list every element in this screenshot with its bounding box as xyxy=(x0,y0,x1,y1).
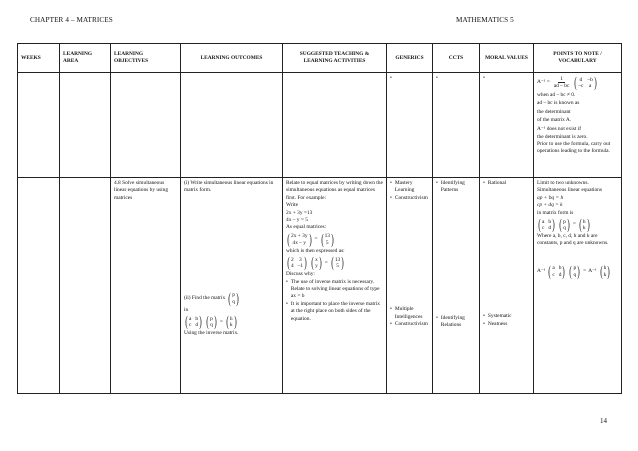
matrix-entry: d xyxy=(195,322,199,329)
fraction-numerator: 1 xyxy=(560,76,563,83)
matrix-entry: –1 xyxy=(297,263,304,270)
ccts-item: • Identifying Patterns xyxy=(436,180,465,194)
matrix-entry: –b xyxy=(587,76,593,83)
matrix-entry: 5 xyxy=(325,239,329,246)
matrix-entry: b xyxy=(195,315,199,322)
activity-text: Relate to equal matrices by writing down the simultaneous equations as equal matrices first. For example: xyxy=(286,180,383,201)
activity-bullet: • The use of inverse matrix is necessary. Relate to solving linear equations of type ax = b xyxy=(286,278,380,300)
note-line: the determinant is zero. xyxy=(537,134,588,141)
matrix-entry: d xyxy=(579,76,583,83)
note-line: Where a, b, c, d, h and k are constants, p and q are unknowns. xyxy=(537,233,609,247)
cell-generics xyxy=(387,178,433,394)
matrix-entry: h xyxy=(229,315,233,322)
fraction xyxy=(554,76,570,90)
col-weeks: WEEKS xyxy=(18,44,60,73)
cell-generics xyxy=(387,73,433,178)
matrix-entry: a xyxy=(189,315,192,322)
activity-text: As equal matrices: xyxy=(286,224,327,231)
outcome-2-text: (ii) Find the matrix xyxy=(184,295,226,302)
activity-text: Discuss why: xyxy=(286,271,315,278)
matrix-entry: k xyxy=(582,225,586,232)
cell-objectives xyxy=(111,73,181,178)
matrix-entry: a xyxy=(542,218,545,225)
col-learning-outcomes: LEARNING OUTCOMES xyxy=(181,44,283,73)
bullet: • xyxy=(390,75,392,81)
col-learning-objectives: LEARNING OBJECTIVES xyxy=(111,44,181,73)
matrix-entry: q xyxy=(573,271,577,278)
inverse-formula xyxy=(537,75,598,91)
activity-bullet: • It is important to place the inverse matrix at the right place on both sides of the equation. xyxy=(286,300,380,322)
outcome-2-equation: ( a b c d ) ( p q ) = ( h k ) xyxy=(185,314,237,331)
table-row-4-8 xyxy=(18,178,622,394)
inverse-lhs: A⁻¹ = xyxy=(537,79,550,86)
note-line: the determinant xyxy=(537,108,571,115)
inverse-symbol: A⁻¹ xyxy=(537,268,546,275)
equal-matrices: ( 2x + 3y 4x – y ) = ( 13 5 ) xyxy=(287,231,334,248)
col-activities: SUGGESTED TEACHING & LEARNING ACTIVITIES xyxy=(283,44,387,73)
matrix-entry: h xyxy=(603,265,607,272)
matrix-entry: 2 xyxy=(291,256,294,263)
header-row xyxy=(18,44,622,73)
matrix-entry: d xyxy=(558,271,562,278)
adjugate-matrix: ( d –b –c a ) xyxy=(574,75,597,91)
col-moral-values: MORAL VALUES xyxy=(480,44,534,73)
equation: 4x – y = 5 xyxy=(286,217,308,224)
activity-text: which is then expressed as: xyxy=(286,247,345,254)
moral-item: • Neatness xyxy=(483,320,508,327)
matrix-entry: y xyxy=(315,263,318,270)
matrix-entry: b xyxy=(558,265,562,272)
col-points-to-note: POINTS TO NOTE / VOCABULARY xyxy=(534,44,622,73)
moral-item: • Rational xyxy=(483,180,507,186)
fraction-denominator: ad – bc xyxy=(553,83,570,90)
matrix-entry: h xyxy=(582,218,586,225)
cell-notes xyxy=(534,73,622,178)
cell-weeks xyxy=(18,73,60,178)
inverse-symbol: A⁻¹ xyxy=(588,268,597,275)
cell-outcomes xyxy=(181,73,283,178)
matrix-entry: 2x + 3y xyxy=(291,233,308,240)
matrix-equation: ( 2 3 4 –1 ) ( x y ) = ( 13 5 ) xyxy=(287,255,344,272)
col-ccts: CCTS xyxy=(433,44,480,73)
matrix-entry: c xyxy=(552,271,555,278)
cell-notes xyxy=(534,178,622,394)
matrix-entry: d xyxy=(548,225,552,232)
matrix-entry: k xyxy=(229,322,233,329)
page-number: 14 xyxy=(600,417,607,425)
note-line: when ad – bc ≠ 0. xyxy=(537,92,576,98)
subject-title: MATHEMATICS 5 xyxy=(456,16,514,24)
cell-area xyxy=(60,73,111,178)
unknown-vector: ( p q ) xyxy=(228,290,239,307)
syllabus-table xyxy=(17,43,622,394)
matrix-entry: p xyxy=(563,218,566,225)
matrix-entry: a xyxy=(588,83,592,89)
activity-text: Write xyxy=(286,202,299,209)
matrix-form: ( a b c d ) ( p q ) = ( h k ) xyxy=(538,217,590,234)
chapter-title: CHAPTER 4 – MATRICES xyxy=(30,16,113,24)
matrix-entry: 13 xyxy=(324,233,330,240)
matrix-entry: c xyxy=(189,322,192,329)
col-learning-area: LEARNING AREA xyxy=(60,44,111,73)
matrix-entry: p xyxy=(232,292,235,299)
cell-moral xyxy=(480,73,534,178)
generic-item: • Constructivism xyxy=(390,321,428,328)
matrix-entry: x xyxy=(315,256,318,263)
cell-activities xyxy=(283,73,387,178)
cell-outcomes xyxy=(181,178,283,394)
cell-moral xyxy=(480,178,534,394)
equation: ap + bq = h xyxy=(537,194,564,201)
cell-area xyxy=(60,178,111,394)
note-line: Simultaneous linear equations xyxy=(537,187,602,194)
matrix-entry: –c xyxy=(578,83,584,89)
equation: cp + dq = k xyxy=(537,202,563,209)
matrix-entry: c xyxy=(542,225,545,232)
matrix-entry: 13 xyxy=(334,256,341,263)
matrix-entry: 4 xyxy=(291,263,294,270)
matrix-entry: 4x – y xyxy=(292,239,306,246)
cell-activities xyxy=(283,178,387,394)
matrix-entry: 3 xyxy=(299,256,302,263)
matrix-entry: q xyxy=(563,225,566,232)
note-line: Prior to use the formula, carry out operations leading to the formula. xyxy=(537,141,611,155)
matrix-entry: p xyxy=(210,315,213,322)
generic-item: • Constructivism xyxy=(390,194,428,201)
generic-item: • Mastery Learning xyxy=(390,180,415,194)
note-line: ad – bc is known as xyxy=(537,100,580,107)
note-line: Limit to two unknowns. xyxy=(537,180,589,186)
outcome-2 xyxy=(184,291,240,307)
matrix-entry: 5 xyxy=(336,263,339,270)
table-row-continuation xyxy=(18,73,622,178)
cell-ccts xyxy=(433,73,480,178)
inverse-equation: A⁻¹ ( a b c d ) ( p q ) = A⁻¹ ( h k ) xyxy=(537,263,611,280)
cell-objectives: 4.8 Solve simultaneous linear equations by using matrices xyxy=(111,178,181,394)
generic-item: • Multiple Intelligences xyxy=(390,306,423,320)
matrix-entry: k xyxy=(603,271,607,278)
cell-weeks xyxy=(18,178,60,394)
matrix-entry: a xyxy=(552,265,555,272)
outcome-2-in: in xyxy=(184,306,189,313)
bullet: • xyxy=(483,75,485,81)
note-line: of the matrix A. xyxy=(537,117,572,124)
matrix-entry: q xyxy=(232,298,235,305)
cell-ccts xyxy=(433,178,480,394)
equation: 2x + 3y =13 xyxy=(286,209,313,216)
bullet: • xyxy=(436,75,438,81)
matrix-entry: p xyxy=(573,265,577,272)
ccts-item: • Identifying Relations xyxy=(436,314,465,329)
outcome-2-post: Using the inverse matrix. xyxy=(184,330,239,337)
outcome-1: (i) Write simultaneous linear equations in matrix form. xyxy=(184,180,274,194)
col-generics: GENERICS xyxy=(387,44,433,73)
moral-item: • Systematic xyxy=(483,313,512,320)
matrix-entry: b xyxy=(548,218,552,225)
matrix-entry: q xyxy=(210,322,213,329)
note-line: in matrix form is xyxy=(537,209,574,216)
note-line: A⁻¹ does not exist if xyxy=(537,125,581,132)
